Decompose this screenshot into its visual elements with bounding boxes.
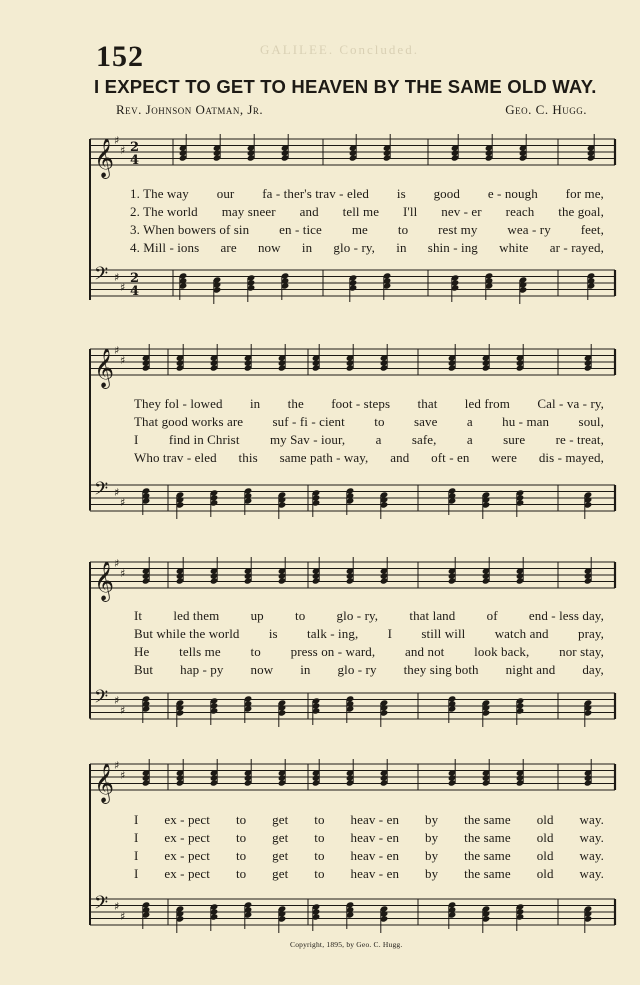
svg-text:𝄞: 𝄞 bbox=[94, 561, 115, 601]
lyric-syllable: in bbox=[249, 396, 261, 411]
lyric-syllable: in bbox=[301, 240, 313, 255]
lyric-syllable: the same bbox=[464, 830, 511, 845]
lyric-syllable: get bbox=[272, 866, 289, 881]
lyric-syllable: oft - en bbox=[431, 450, 470, 465]
lyric-syllable: They fol - lowed bbox=[134, 396, 223, 411]
svg-text:𝄢: 𝄢 bbox=[94, 687, 109, 712]
lyric-syllable: tells me bbox=[179, 644, 221, 659]
music-system-1 bbox=[88, 125, 618, 320]
bass-staff bbox=[88, 258, 618, 318]
svg-text:♯: ♯ bbox=[114, 900, 120, 913]
lyric-syllable: way. bbox=[579, 848, 604, 863]
bass-staff bbox=[88, 473, 618, 528]
lyric-line bbox=[88, 222, 618, 240]
lyric-line bbox=[88, 626, 618, 644]
svg-text:♯: ♯ bbox=[114, 134, 120, 147]
lyric-syllable: the same bbox=[464, 812, 511, 827]
lyric-syllable: are bbox=[220, 240, 237, 255]
lyric-syllable: en - tice bbox=[279, 222, 322, 237]
lyric-syllable: suf - fi - cient bbox=[272, 414, 345, 429]
lyric-syllable: I bbox=[134, 866, 139, 881]
treble-staff bbox=[88, 548, 618, 606]
lyric-syllable: and bbox=[299, 204, 319, 219]
lyric-syllable: save bbox=[413, 414, 438, 429]
lyric-syllable: glo - ry bbox=[337, 662, 377, 677]
lyric-syllable: hap - py bbox=[180, 662, 224, 677]
svg-text:♯: ♯ bbox=[114, 344, 120, 357]
lyric-syllable: 3. When bowers of sin bbox=[130, 222, 250, 237]
lyrics-block bbox=[88, 812, 618, 884]
lyric-syllable: that land bbox=[409, 608, 456, 623]
svg-text:2: 2 bbox=[130, 271, 140, 286]
svg-text:♯: ♯ bbox=[120, 704, 126, 717]
lyrics-block bbox=[88, 186, 618, 258]
lyric-syllable: the bbox=[287, 396, 304, 411]
system-brace bbox=[89, 764, 91, 925]
lyric-syllable: I bbox=[134, 848, 139, 863]
lyric-syllable: shin - ing bbox=[427, 240, 478, 255]
lyric-syllable: rest my bbox=[438, 222, 478, 237]
lyric-line bbox=[88, 186, 618, 204]
treble-staff bbox=[88, 125, 618, 180]
page-number: 152 bbox=[96, 40, 144, 73]
lyric-line bbox=[88, 866, 618, 884]
lyric-syllable: in bbox=[300, 662, 311, 677]
copyright-notice: Copyright, 1895, by Geo. C. Hugg. bbox=[290, 940, 403, 949]
lyric-syllable: reach bbox=[505, 204, 535, 219]
lyric-line bbox=[88, 644, 618, 662]
lyric-line bbox=[88, 830, 618, 848]
treble-staff bbox=[88, 750, 618, 812]
lyric-syllable: Who trav - eled bbox=[134, 450, 217, 465]
lyric-syllable: talk - ing, bbox=[307, 626, 359, 641]
lyric-line bbox=[88, 848, 618, 866]
lyric-syllable: safe, bbox=[411, 432, 437, 447]
lyric-syllable: tell me bbox=[342, 204, 380, 219]
svg-text:♯: ♯ bbox=[114, 271, 120, 284]
lyric-line bbox=[88, 240, 618, 258]
lyric-syllable: to bbox=[235, 830, 247, 845]
lyric-syllable: to bbox=[235, 848, 247, 863]
lyric-syllable: old bbox=[536, 812, 554, 827]
lyric-syllable: is bbox=[268, 626, 278, 641]
lyric-line bbox=[88, 608, 618, 626]
svg-text:𝄢: 𝄢 bbox=[94, 479, 109, 504]
lyric-syllable: same path - way, bbox=[279, 450, 369, 465]
lyric-line bbox=[88, 396, 618, 414]
lyric-syllable: my Sav - iour, bbox=[269, 432, 346, 447]
lyric-syllable: dis - mayed, bbox=[538, 450, 604, 465]
lyric-syllable: heav - en bbox=[350, 866, 400, 881]
lyric-syllable: hu - man bbox=[502, 414, 550, 429]
lyric-syllable: in bbox=[396, 240, 407, 255]
lyric-syllable: nor stay, bbox=[559, 644, 604, 659]
lyric-syllable: to bbox=[295, 608, 306, 623]
lyric-syllable: and bbox=[390, 450, 410, 465]
composer-credit: Geo. C. Hugg. bbox=[505, 102, 587, 117]
lyric-syllable: now bbox=[250, 662, 274, 677]
lyric-syllable: our bbox=[216, 186, 235, 201]
lyric-syllable: glo - ry, bbox=[336, 608, 379, 623]
system-brace bbox=[89, 139, 91, 300]
lyric-syllable: end - less day, bbox=[528, 608, 604, 623]
lyric-syllable: night and bbox=[505, 662, 556, 677]
lyric-syllable: I bbox=[134, 812, 139, 827]
lyric-syllable: to bbox=[250, 644, 261, 659]
lyric-syllable: ex - pect bbox=[164, 830, 211, 845]
system-brace bbox=[89, 562, 91, 718]
lyric-line bbox=[88, 204, 618, 222]
lyric-syllable: wea - ry bbox=[507, 222, 551, 237]
lyric-syllable: of bbox=[486, 608, 498, 623]
lyric-syllable: But bbox=[134, 662, 154, 677]
lyric-syllable: get bbox=[272, 830, 289, 845]
svg-text:♯: ♯ bbox=[114, 694, 120, 707]
lyric-syllable: by bbox=[424, 848, 439, 863]
lyric-syllable: still will bbox=[421, 626, 466, 641]
lyric-syllable: foot - steps bbox=[331, 396, 391, 411]
lyric-syllable: re - treat, bbox=[555, 432, 604, 447]
lyric-syllable: were bbox=[491, 450, 517, 465]
svg-text:♯: ♯ bbox=[114, 557, 120, 570]
hymn-title: I EXPECT TO GET TO HEAVEN BY THE SAME OLD WAY. bbox=[94, 76, 597, 97]
svg-text:♯: ♯ bbox=[120, 354, 126, 367]
svg-text:4: 4 bbox=[130, 153, 140, 168]
lyric-syllable: fa - ther's trav - eled bbox=[262, 186, 370, 201]
lyric-syllable: press on - ward, bbox=[290, 644, 376, 659]
lyric-syllable: pray, bbox=[577, 626, 604, 641]
lyric-syllable: Cal - va - ry, bbox=[537, 396, 604, 411]
lyric-syllable: ar - rayed, bbox=[549, 240, 604, 255]
lyric-syllable: glo - ry, bbox=[333, 240, 375, 255]
lyric-syllable: a bbox=[375, 432, 382, 447]
svg-text:♯: ♯ bbox=[120, 496, 126, 509]
svg-text:𝄢: 𝄢 bbox=[94, 264, 109, 289]
lyric-syllable: the same bbox=[464, 866, 511, 881]
svg-text:♯: ♯ bbox=[120, 567, 126, 580]
svg-text:♯: ♯ bbox=[120, 281, 126, 294]
svg-text:4: 4 bbox=[130, 284, 140, 299]
bass-staff bbox=[88, 681, 618, 736]
bass-staff bbox=[88, 887, 618, 945]
lyric-syllable: me bbox=[351, 222, 368, 237]
lyric-syllable: by bbox=[424, 830, 439, 845]
lyric-syllable: a bbox=[466, 432, 473, 447]
svg-text:♯: ♯ bbox=[120, 144, 126, 157]
lyric-syllable: for me, bbox=[565, 186, 604, 201]
lyric-syllable: I bbox=[134, 830, 139, 845]
lyric-syllable: I'll bbox=[403, 204, 418, 219]
lyric-syllable: feet, bbox=[580, 222, 604, 237]
lyric-line bbox=[88, 414, 618, 432]
lyric-syllable: He bbox=[134, 644, 150, 659]
lyric-syllable: white bbox=[499, 240, 529, 255]
lyric-syllable: to bbox=[314, 830, 325, 845]
svg-text:♯: ♯ bbox=[120, 769, 126, 782]
lyric-syllable: 4. Mill - ions bbox=[130, 240, 200, 255]
lyric-syllable: I bbox=[387, 626, 393, 641]
lyric-syllable: I bbox=[134, 432, 139, 447]
lyric-syllable: e - nough bbox=[487, 186, 538, 201]
lyric-syllable: they sing both bbox=[403, 662, 479, 677]
lyric-syllable: way. bbox=[579, 830, 604, 845]
lyric-line bbox=[88, 662, 618, 680]
svg-text:♯: ♯ bbox=[114, 486, 120, 499]
lyric-syllable: this bbox=[238, 450, 258, 465]
music-system-4 bbox=[88, 750, 618, 945]
lyric-syllable: 1. The way bbox=[130, 186, 189, 201]
lyric-syllable: is bbox=[396, 186, 406, 201]
lyric-line bbox=[88, 812, 618, 830]
svg-text:♯: ♯ bbox=[114, 759, 120, 772]
lyric-syllable: led from bbox=[464, 396, 510, 411]
svg-text:𝄢: 𝄢 bbox=[94, 893, 109, 918]
lyric-line bbox=[88, 450, 618, 468]
lyric-syllable: ex - pect bbox=[164, 866, 211, 881]
lyric-syllable: heav - en bbox=[350, 830, 400, 845]
svg-text:𝄞: 𝄞 bbox=[94, 348, 115, 388]
lyric-syllable: to bbox=[374, 414, 385, 429]
lyric-syllable: soul, bbox=[578, 414, 604, 429]
lyric-syllable: heav - en bbox=[350, 812, 400, 827]
svg-text:𝄞: 𝄞 bbox=[94, 763, 115, 803]
lyric-syllable: nev - er bbox=[441, 204, 482, 219]
lyrics-block bbox=[88, 396, 618, 468]
lyric-line bbox=[88, 432, 618, 450]
lyric-syllable: the goal, bbox=[558, 204, 604, 219]
lyric-syllable: day, bbox=[582, 662, 604, 677]
lyric-syllable: a bbox=[466, 414, 473, 429]
lyric-syllable: by bbox=[424, 812, 439, 827]
lyric-syllable: good bbox=[433, 186, 460, 201]
lyric-syllable: way. bbox=[579, 812, 604, 827]
lyric-syllable: But while the world bbox=[134, 626, 240, 641]
lyric-syllable: may sneer bbox=[221, 204, 276, 219]
lyric-syllable: That good works are bbox=[134, 414, 244, 429]
lyric-syllable: get bbox=[272, 848, 289, 863]
lyric-syllable: and not bbox=[405, 644, 445, 659]
author-credit: Rev. Johnson Oatman, Jr. bbox=[116, 102, 264, 117]
lyric-syllable: the same bbox=[464, 848, 511, 863]
svg-text:♯: ♯ bbox=[120, 910, 126, 923]
lyric-syllable: It bbox=[134, 608, 143, 623]
treble-staff bbox=[88, 335, 618, 395]
svg-text:𝄞: 𝄞 bbox=[94, 138, 115, 178]
lyric-syllable: 2. The world bbox=[130, 204, 198, 219]
lyric-syllable: old bbox=[536, 830, 554, 845]
lyrics-block bbox=[88, 608, 618, 680]
lyric-syllable: way. bbox=[579, 866, 604, 881]
lyric-syllable: watch and bbox=[494, 626, 549, 641]
lyric-syllable: led them bbox=[173, 608, 220, 623]
svg-text:2: 2 bbox=[130, 140, 140, 155]
lyric-syllable: to bbox=[314, 812, 325, 827]
lyric-syllable: ex - pect bbox=[164, 812, 211, 827]
show-through-text: GALILEE. Concluded. bbox=[260, 42, 419, 57]
lyric-syllable: to bbox=[235, 812, 247, 827]
lyric-syllable: ex - pect bbox=[164, 848, 211, 863]
lyric-syllable: sure bbox=[503, 432, 526, 447]
lyric-syllable: to bbox=[235, 866, 247, 881]
lyric-syllable: look back, bbox=[474, 644, 530, 659]
lyric-syllable: to bbox=[397, 222, 409, 237]
lyric-syllable: to bbox=[314, 848, 325, 863]
lyric-syllable: heav - en bbox=[350, 848, 400, 863]
lyric-syllable: that bbox=[417, 396, 438, 411]
lyric-syllable: up bbox=[250, 608, 264, 623]
lyric-syllable: find in Christ bbox=[168, 432, 240, 447]
lyric-syllable: by bbox=[424, 866, 439, 881]
system-brace bbox=[89, 349, 91, 510]
lyric-syllable: old bbox=[536, 866, 554, 881]
music-system-3 bbox=[88, 548, 618, 738]
lyric-syllable: get bbox=[272, 812, 289, 827]
music-system-2 bbox=[88, 335, 618, 530]
lyric-syllable: now bbox=[257, 240, 281, 255]
lyric-syllable: old bbox=[536, 848, 554, 863]
lyric-syllable: to bbox=[314, 866, 325, 881]
